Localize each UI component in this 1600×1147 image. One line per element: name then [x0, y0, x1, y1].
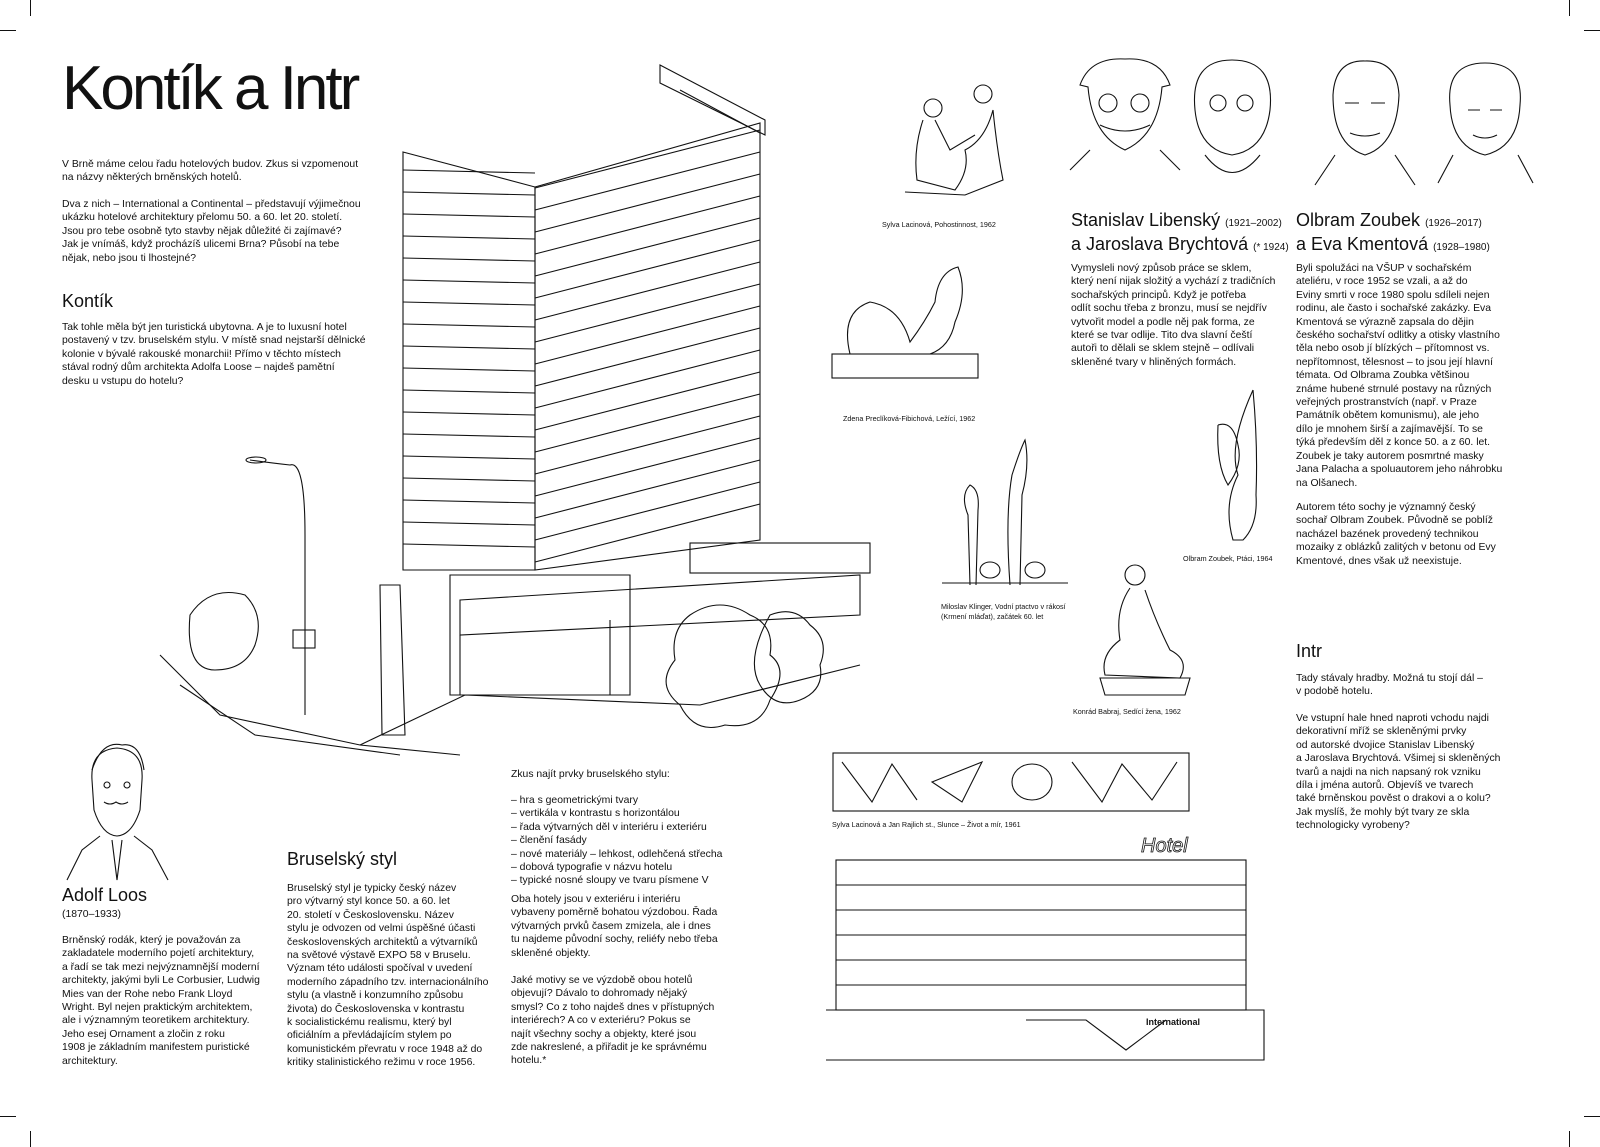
- facade-line: [403, 258, 535, 261]
- name-line: a Jaroslava Brychtová: [1071, 234, 1249, 254]
- facade-line: [535, 504, 760, 562]
- intr-text: Ve vstupní hale hned naproti vchodu najdi dekorativní mříž se skleněnými prvky od autorské dvojice Stanislav Libenský a Jaroslava Brychtová. Všimej si skleněných tvarů a najdi na nich napsaný rok vzniku díla i jména autorů. Objevíš ve tvarech také brněnskou pověst o drakovi a o kolu? Jak myslíš, že mohly být tvary ze skla technologicky vyrobeny?: [1296, 713, 1501, 832]
- facade-line: [535, 130, 760, 188]
- facade-line: [403, 170, 535, 173]
- portrait-libensky: [1070, 55, 1180, 175]
- facade-line: [403, 214, 535, 217]
- facade-line: [535, 174, 760, 232]
- crop-mark: [30, 1131, 31, 1147]
- portrait-zoubek: [1315, 55, 1415, 185]
- kontik-heading: Kontík: [62, 291, 114, 311]
- facade-line: [403, 456, 535, 459]
- kontik-text: Tak tohle měla být jen turistická ubytovna. A je to luxusní hotel postavený v tzv. bruselském stylu. V místě snad nejstarší dělnické kolonie v bývalé rakouské monarchii! Přímo v těchto místech stával rodný dům architekta Adolfa Loose – najdeš pamětní desku u vstupu do hotelu?: [62, 322, 366, 387]
- facade-line: [403, 390, 535, 393]
- loos-years: (1870–1933): [62, 909, 121, 920]
- facade-line: [403, 280, 535, 283]
- list-item: – vertikála v kontrastu s horizontálou: [511, 808, 680, 820]
- adolf-loos-portrait: [62, 740, 172, 880]
- facade-line: [535, 438, 760, 496]
- find-list: [511, 794, 751, 888]
- facade-line: [403, 302, 535, 305]
- intr-text: Tady stávaly hradby. Možná tu stojí dál – v podobě hotelu.: [1296, 673, 1483, 698]
- facade-line: [535, 196, 760, 254]
- find-intro: Zkus najít prvky bruselského stylu:: [511, 769, 670, 780]
- crop-mark: [1569, 1131, 1570, 1147]
- caption: Konrád Babraj, Sedící žena, 1962: [1073, 707, 1181, 716]
- facade-line: [403, 192, 535, 195]
- brussels-heading: Bruselský styl: [287, 849, 398, 869]
- caption: Olbram Zoubek, Ptáci, 1964: [1183, 554, 1273, 563]
- loos-text: Brněnský rodák, který je považován za zakladatele moderního pojetí architektury, a řadí se tak mezi nejvýznamnější moderní architekty, jakými byli Le Corbusier, Ludwig Mies van der Rohe nebo Frank Lloyd Wright. Byl nejen praktickým architektem, ale i významným teoretikem architektury. Jeho esej Ornament a zločin z roku 1908 je základním manifestem puristické architektury.: [62, 935, 260, 1067]
- years: (1928–1980): [1433, 242, 1490, 253]
- libensky-name: [1071, 210, 1311, 258]
- name-line: a Eva Kmentová: [1296, 234, 1429, 254]
- facade-line: [535, 262, 760, 320]
- name-line: Olbram Zoubek: [1296, 210, 1421, 230]
- zoubek-text: Byli spolužáci na VŠUP v sochařském ateliéru, v roce 1952 se vzali, a až do Eviny smrti v roce 1980 spolu sdíleli nejen rodinu, ale často i sochařské zakázky. Eva Kmentová se výrazně zapsala do dějin českého sochařství odlitky a otisky vlastního těla nebo osob jí blízkých – přítomnost vs. nepřítomnost, tělesnost – to jsou její hlavní témata. Od Olbrama Zoubka většinou známe hubené strnulé postavy na různých veřejných prostranstvích (např. v Praze Památník obětem komunismu), ale jeho dílo je mnohem širší a zajímavější. To se týká především děl z konce 50. a z 60. let. Zoubek je taky autorem posmrtné masky Jana Palacha a spoluautorem jeho náhrobku na Olšanech.: [1296, 263, 1503, 489]
- sculpture-lezici: [830, 262, 980, 382]
- intro-paragraph: V Brně máme celou řadu hotelových budov. Zkus si vzpomenout na názvy některých brněnských hotelů.: [62, 159, 359, 184]
- sculpture-pohostinnost: [895, 80, 1015, 210]
- hotel-continental-drawing: [160, 55, 890, 755]
- facade-line: [403, 412, 535, 415]
- facade-line: [403, 544, 535, 547]
- sculpture-ptaci: [1208, 385, 1288, 545]
- sculpture-ptactvo: [940, 435, 1070, 590]
- facade-line: [535, 372, 760, 430]
- loos-name: Adolf Loos: [62, 885, 148, 905]
- svg-text:Hotel: Hotel: [1141, 835, 1188, 857]
- caption: Miloslav Klinger, Vodní ptactvo v rákosí (Krmení mláďat), začátek 60. let: [941, 602, 1066, 621]
- sculpture-sedici: [1095, 560, 1195, 700]
- facade-line: [403, 500, 535, 503]
- brussels-text: Bruselský styl je typicky český název pro výtvarný styl konce 50. a 60. let 20. století v Československu. Název stylu je odvozen od velmi úspěšné účasti československých architektů a výtvarníků na světové výstavě EXPO 58 v Bruselu. Význam této události spočíval v uvedení moderního západního tzv. internacionálního stylu (a vlastně i konzumního způsobu života) do Československa v kontrastu k socialistickému realismu, který byl oficiálním a převládajícím stylem po komunistickém převratu v roce 1948 až do kritiky stalinistického režimu v roce 1956.: [287, 883, 489, 1069]
- facade-line: [535, 394, 760, 452]
- list-item: – členění fasády: [511, 835, 587, 847]
- facade-line: [403, 522, 535, 525]
- caption: Sylva Lacinová, Pohostinnost, 1962: [882, 220, 996, 229]
- facade-line: [403, 478, 535, 481]
- list-item: – hra s geometrickými tvary: [511, 795, 639, 806]
- intro-paragraph: Dva z nich – International a Continental – představují výjimečnou ukázku hotelové architektury přelomu 50. a 60. let 20. století. Jsou pro tebe osobně tyto stavby nějak důležité či zajímavé? Jak je vnímáš, když procházíš ulicemi Brna? Působí na tebe nějak, nebo jsou ti lhostejné?: [62, 199, 361, 264]
- portrait-brychtova: [1185, 55, 1280, 190]
- crop-mark: [1584, 1116, 1600, 1117]
- facade-line: [403, 324, 535, 327]
- facade-line: [535, 416, 760, 474]
- hotel-international-drawing: [826, 830, 1264, 1062]
- facade-line: [535, 240, 760, 298]
- facade-line: [535, 284, 760, 342]
- crop-mark: [0, 30, 16, 31]
- facade-line: [535, 350, 760, 408]
- facade-line: [535, 152, 760, 210]
- crop-mark: [0, 1116, 16, 1117]
- facade-line: [535, 218, 760, 276]
- facade-line: [403, 434, 535, 437]
- relief-slunce: [832, 752, 1190, 812]
- crop-mark: [1569, 0, 1570, 16]
- years: (1926–2017): [1425, 218, 1482, 229]
- find-paragraph: Jaké motivy se ve výzdobě obou hotelů objevují? Dávalo to dohromady nějaký smysl? Co z toho najdeš dnes v přístupných interiérech? A co v exteriéru? Pokus se najít všechny sochy a objekty, které jsou zde nakreslené, a přiřadit je ke správnému hotelu.*: [511, 975, 715, 1067]
- crop-mark: [1584, 30, 1600, 31]
- facade-line: [535, 482, 760, 540]
- crop-mark: [30, 0, 31, 16]
- list-item: – dobová typografie v názvu hotelu: [511, 862, 673, 874]
- international-sign: International: [1146, 1017, 1201, 1027]
- years: (1921–2002): [1225, 218, 1282, 229]
- page-title: Kontík a Intr: [62, 54, 358, 123]
- list-item: – typické nosné sloupy ve tvaru písmene V: [511, 875, 709, 887]
- libensky-text: Vymysleli nový způsob práce se sklem, který není nijak složitý a vychází z tradičních sochařských principů. Když je potřeba odlít sochu třeba z bronzu, musí se nejdřív vytvořit model a podle něj pak forma, ze které se tvar odlije. Tito dva slavní čeští autoři to dělali se sklem stejně – odlívali skleněné tvary v hliněných formách.: [1071, 263, 1276, 368]
- caption: Sylva Lacinová a Jan Rajlich st., Slunce – Život a mír, 1961: [832, 820, 1021, 829]
- intr-heading: Intr: [1296, 641, 1323, 661]
- zoubek-name: [1296, 210, 1556, 258]
- portrait-kmentova: [1438, 55, 1533, 185]
- list-item: – nové materiály – lehkost, odlehčená střecha: [511, 848, 723, 860]
- facade-line: [403, 368, 535, 371]
- caption: Zdena Preclíková-Fibichová, Ležící, 1962: [843, 414, 976, 423]
- facade-line: [535, 460, 760, 518]
- facade-line: [403, 236, 535, 239]
- facade-line: [535, 328, 760, 386]
- list-item: – řada výtvarných děl v interiéru i exteriéru: [511, 821, 707, 833]
- name-line: Stanislav Libenský: [1071, 210, 1221, 230]
- years: (* 1924): [1253, 242, 1289, 253]
- find-paragraph: Oba hotely jsou v exteriéru i interiéru vybaveny poměrně bohatou výzdobou. Řada výtvarných prvků časem zmizela, ale i dnes tu najdeme původní sochy, reliéfy nebo třeba skleněné objekty.: [511, 894, 718, 959]
- facade-line: [403, 346, 535, 349]
- facade-line: [535, 306, 760, 364]
- zoubek-paragraph: Autorem této sochy je významný český sochař Olbram Zoubek. Původně se poblíž nacházel bazének provedený technikou mozaiky z oblázků zalitých v betonu od Evy Kmentové, dnes však už neexistuje.: [1296, 502, 1496, 567]
